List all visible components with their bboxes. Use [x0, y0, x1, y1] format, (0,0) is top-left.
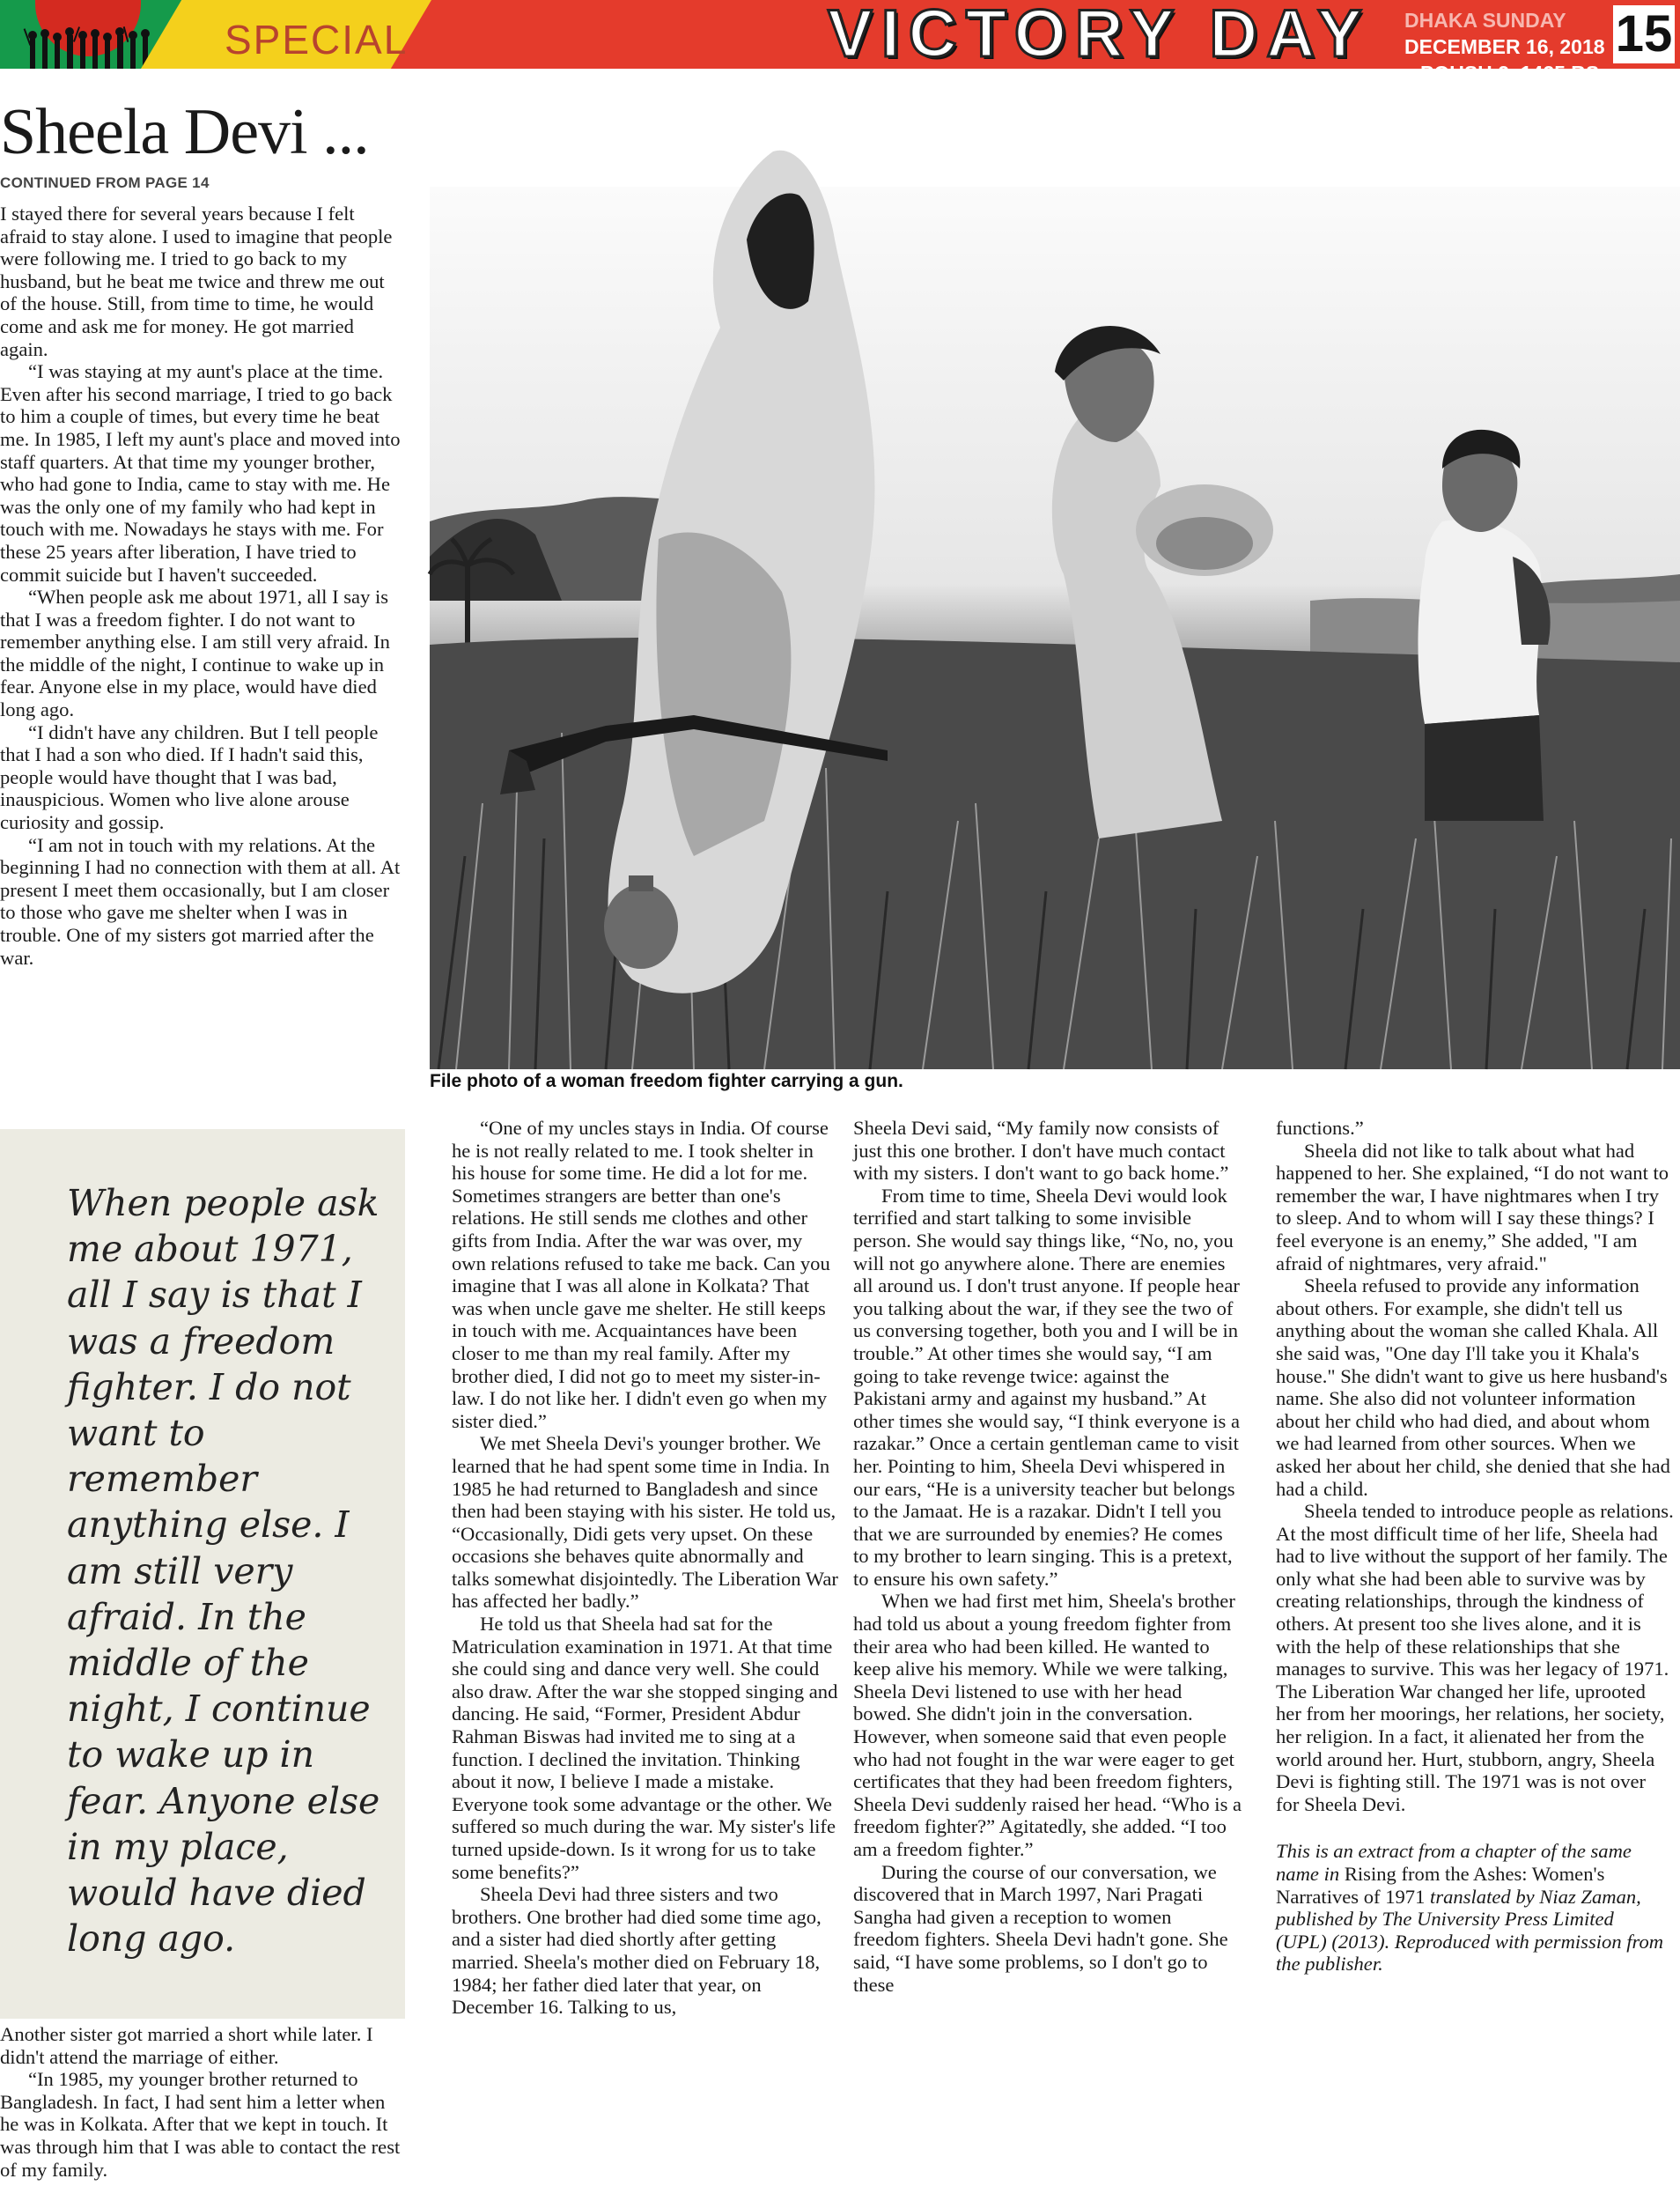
pull-quote: When people ask me about 1971, all I say is that I was a freedom fighter. I do not want to remember anything else. I am still very afraid. In the middle of the night, I continue to wake up in fear. Anyone else in my place, would have died long ago.	[67, 1182, 380, 1961]
paragraph: Another sister got married a short while later. I didn't attend the marriage of either.	[0, 2023, 373, 2068]
column-left-bottom	[0, 2023, 405, 2181]
credit-text: This is an extract from a chapter of the same name in	[1276, 1840, 1632, 1885]
paragraph: “I am not in touch with my relations. At the beginning I had no connection with them at all. At present I meet them occasionally, but I am closer to those who gave me shelter when I was in trouble. One of my sisters got married after the war.	[0, 833, 401, 969]
paragraph: Sheela did not like to talk about what had happened to her. She explained, “I do not want to remember the war, I have nightmares when I try to sleep. And to whom will I say these things? I feel everyone is an enemy,” She added, "I am afraid of nightmares, very afraid."	[1276, 1139, 1669, 1274]
paragraph: He told us that Sheela had sat for the Matriculation examination in 1971. At that time she could sing and dance very well. She could also draw. After the war she stopped singing and dancing. He said, “Former, President Abdur Rahman Biswas had invited me to sing at a function. I declined the invitation. Thinking about it now, I believe I made a mistake. Everyone took some advantage or the other. We suffered so much during the war. My sister's life turned upside-down. Is it wrong for us to take some benefits?”	[452, 1613, 838, 1883]
continued-label: CONTINUED FROM PAGE 14	[0, 174, 210, 191]
paragraph: “I was staying at my aunt's place at the time. Even after his second marriage, I tried to go back to him a couple of times, but every time he beat me. In 1985, I left my aunt's place and moved into staff quarters. At that time my younger brother, who had gone to India, came to stay with me. He was the only one of my family who had kept in touch with me. Nowadays he stays with me. For these 25 years after liberation, I have tried to commit suicide but I haven't succeeded.	[0, 360, 401, 586]
paragraph: From time to time, Sheela Devi would look terrified and start talking to some invisible person. She would say things like, “No, no, you will not go anywhere alone. There are enemies all around us. I don't trust anyone. If people hear you talking about the war, if they see the two of us conversing together, both you and I will be in trouble.” At other times she would say, “I am going to take revenge twice: against the Pakistani army and against my husband.” At other times she would say, “I think everyone is a razakar.” Once a certain gentleman came to visit her. Pointing to him, Sheela Devi whispered in our ears, “He is a university teacher but belongs to the Jamaat. He is a razakar. Didn't I tell you that we are surrounded by enemies? He comes to my brother to learn singing. This is a pretext, to ensure his own safety.”	[853, 1184, 1241, 1590]
headline: Sheela Devi ...	[0, 96, 369, 168]
column-left-top	[0, 203, 405, 969]
column-4	[1276, 1117, 1674, 1976]
date-block	[1404, 7, 1609, 86]
paragraph: “In 1985, my younger brother returned to Bangladesh. In fact, I had sent him a letter when he was in Kolkata. After that we kept in touch. It was through him that I was able to contact the rest of my family.	[0, 2068, 401, 2181]
place-day: DHAKA SUNDAY	[1404, 9, 1566, 32]
page-number: 15	[1613, 5, 1675, 63]
column-2	[452, 1117, 841, 2019]
credit-text: (UPL) (2013). Reproduced with permission from the publisher.	[1276, 1930, 1664, 1976]
paragraph: “When people ask me about 1971, all I say is that I was a freedom fighter. I do not want to remember anything else. I am still very afraid. In the middle of the night, I continue to wake up in fear. Anyone else in my place, would have died long ago.	[0, 586, 390, 721]
paragraph: We met Sheela Devi's younger brother. We learned that he had spent some time in India. In 1985 he had returned to Bangladesh and since then had been staying with his sister. He told us, “Occasionally, Didi gets very upset. On these occasions she behaves quite abnormally and talks somewhat disjointedly. The Liberation War has affected her badly.”	[452, 1432, 838, 1613]
issue-date: DECEMBER 16, 2018	[1404, 35, 1605, 58]
source-credit	[1276, 1840, 1674, 1976]
photo-caption: File photo of a woman freedom fighter carrying a gun.	[430, 1071, 903, 1091]
section-label: SPECIAL	[225, 17, 409, 63]
paragraph: functions.”	[1276, 1117, 1364, 1139]
paragraph: When we had first met him, Sheela's brother had told us about a young freedom fighter from their area who had been killed. He wanted to keep alive his memory. While we were talking, Sheela Devi listened to use with her head bowed. She didn't join in the conversation. However, when someone said that even people who had not fought in the war were eager to get certificates that they had been freedom fighters, Sheela Devi suddenly raised her head. “Who is a freedom fighter?” Agitatedly, she added. “I too am a freedom fighter.”	[853, 1590, 1242, 1860]
paragraph: Sheela tended to introduce people as relations. At the most difficult time of her life, Sheela had had to live without the support of her family. The only what she had been able to survive was by creating relationships, through the kindness of others. At present too she lives alone, and it is with the help of these relationships that she manages to survive. This was her legacy of 1971. The Liberation War changed her life, uprooted her from her moorings, her relations, her society, her religion. In a fact, it alienated her from the world around her. Hurt, stubborn, angry, Sheela Devi is fighting still. The 1971 was is not over for Sheela Devi.	[1276, 1500, 1674, 1815]
paragraph: Sheela Devi had three sisters and two brothers. One brother had died some time ago, and a sister had died shortly after getting married. Sheela's mother died on February 18, 1984; her father died later that year, on December 16. Talking to us,	[452, 1883, 822, 2019]
paragraph: “One of my uncles stays in India. Of course he is not really related to me. I took shelter in his house for some time. He did a lot for me. Sometimes strangers are better than one's relations. He still sends me clothes and other gifts from India. After the war was over, my own relations refused to take me back. Can you imagine that I was all alone in Kolkata? That was when uncle gave me shelter. He still keeps in touch with me. Acquaintances have been closer to me than my real family. After my brother died, I did not go to meet my sister-in-law. I do not like her. I didn't even go when my sister died.”	[452, 1117, 830, 1432]
masthead	[0, 0, 1680, 85]
paragraph: During the course of our conversation, we discovered that in March 1997, Nari Pragati Sangha had given a reception to women freedom fighters. Sheela Devi hadn't gone. She said, “I have some problems, so I don't go to these	[853, 1860, 1228, 1996]
issue-date-bs: POUSH 2, 1425 BS	[1420, 62, 1600, 85]
paragraph: Sheela refused to provide any information about others. For example, she didn't tell us anything about the woman she called Khala. All she said was, "One day I'll take you it Khala's house." She didn't want to give us here husband's name. She also did not volunteer information about her child who had died, and about whom we had learned from other sources. When we asked her about her child, she denied that she had had a child.	[1276, 1274, 1670, 1500]
file-photo	[430, 187, 1680, 1069]
paragraph: Sheela Devi said, “My family now consists of just this one brother. I don't have much contact with my sisters. I don't want to go back home.”	[853, 1117, 1229, 1185]
credit-text: translated by Niaz Zaman, published by The University Press Limited	[1276, 1885, 1641, 1931]
paragraph: I stayed there for several years because I felt afraid to stay alone. I used to imagine that people were following me. I tried to go back to my husband, but he beat me twice and threw me out of the house. Still, from time to time, he would come and ask me for money. He got married again.	[0, 203, 393, 360]
credit-book-title: Rising from the Ashes: Women's Narratives of 1971	[1276, 1863, 1605, 1908]
column-3	[853, 1117, 1242, 1996]
paragraph: “I didn't have any children. But I tell people that I had a son who died. If I hadn't said this, people would have thought that I was bad, inauspicious. Women who live alone arouse curiosity and gossip.	[0, 720, 379, 834]
masthead-title: VICTORY DAY	[828, 0, 1371, 71]
